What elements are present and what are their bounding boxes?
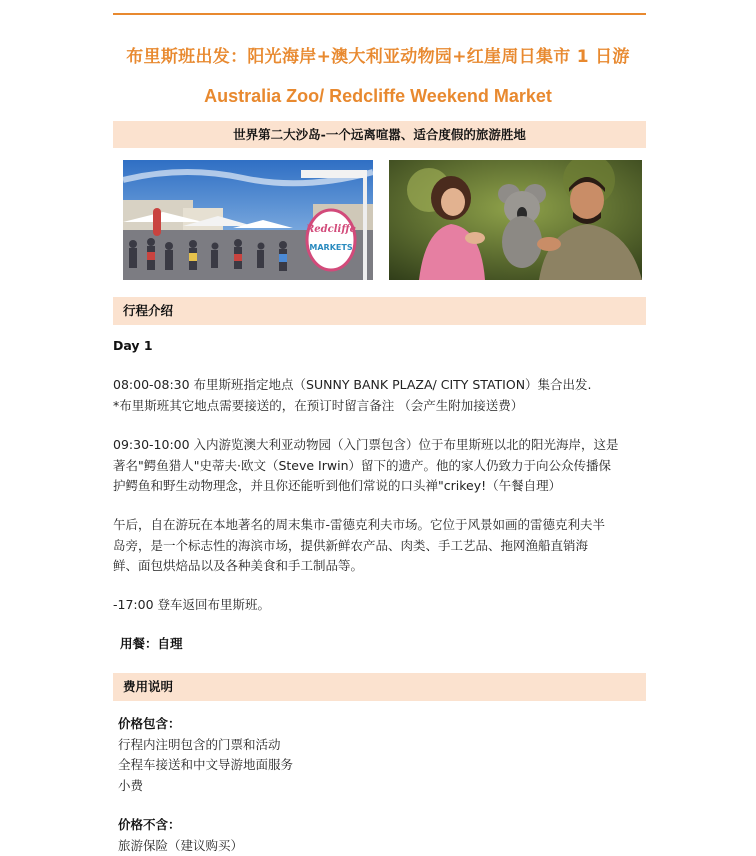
top-divider [113,13,646,15]
meal-note: 用餐：自理 [120,634,660,655]
list-item: 小费 [118,776,658,797]
itinerary-section-title: 行程介绍 [113,303,173,318]
fees-section-title: 费用说明 [113,679,173,694]
market-sign-text: MARKETS [309,243,352,252]
tagline-banner: 世界第二大沙岛-一个远离喧嚣、适合度假的旅游胜地 [113,121,646,148]
itinerary-paragraph-market: 午后，自在游玩在本地著名的周末集市-雷德克利夫市场。它位于风景如画的雷德克利夫半 岛旁，是一个标志性的海滨市场，提供新鲜农产品、肉类、手工艺品、拖网渔船直销海 鲜、面包烘焙品以及各种美食和手工制品等。 [113,515,653,577]
price-included-block [118,714,658,796]
page-title: 布里斯班出发：阳光海岸+澳大利亚动物园+红崖周日集市 1 日游 [0,42,756,67]
fees-section-header [113,673,646,701]
itinerary-paragraph-zoo: 09:30-10:00 入内游览澳大利亚动物园（入门票包含）位于布里斯班以北的阳光海岸，这是 著名"鳄鱼猎人"史蒂夫·欧文（Steve Irwin）留下的遗产。他的家人仍致力于向公众传播保 护鳄鱼和野生动物理念，并且你还能听到他们常说的口头禅"crikey!（午餐自理） [113,435,653,497]
price-excluded-title: 价格不含： [118,815,658,836]
list-item: 旅游保险（建议购买） [118,836,658,856]
market-photo [123,160,373,280]
koala-photo [389,160,642,280]
price-included-title: 价格包含： [118,714,658,735]
list-item: 行程内注明包含的门票和活动 [118,735,658,756]
itinerary-section-header [113,297,646,325]
market-sign-script: Redcliffe [305,224,356,235]
day-label: Day 1 [113,336,653,357]
list-item: 全程车接送和中文导游地面服务 [118,755,658,776]
page-subtitle: Australia Zoo/ Redcliffe Weekend Market [0,86,756,107]
itinerary-paragraph-departure: 08:00-08:30 布里斯班指定地点（SUNNY BANK PLAZA/ CITY STATION）集合出发. *布里斯班其它地点需要接送的，在预订时留言备注 （会产生附加接送费） [113,375,653,416]
itinerary-paragraph-return: -17:00 登车返回布里斯班。 [113,595,653,616]
price-excluded-block [118,815,658,856]
